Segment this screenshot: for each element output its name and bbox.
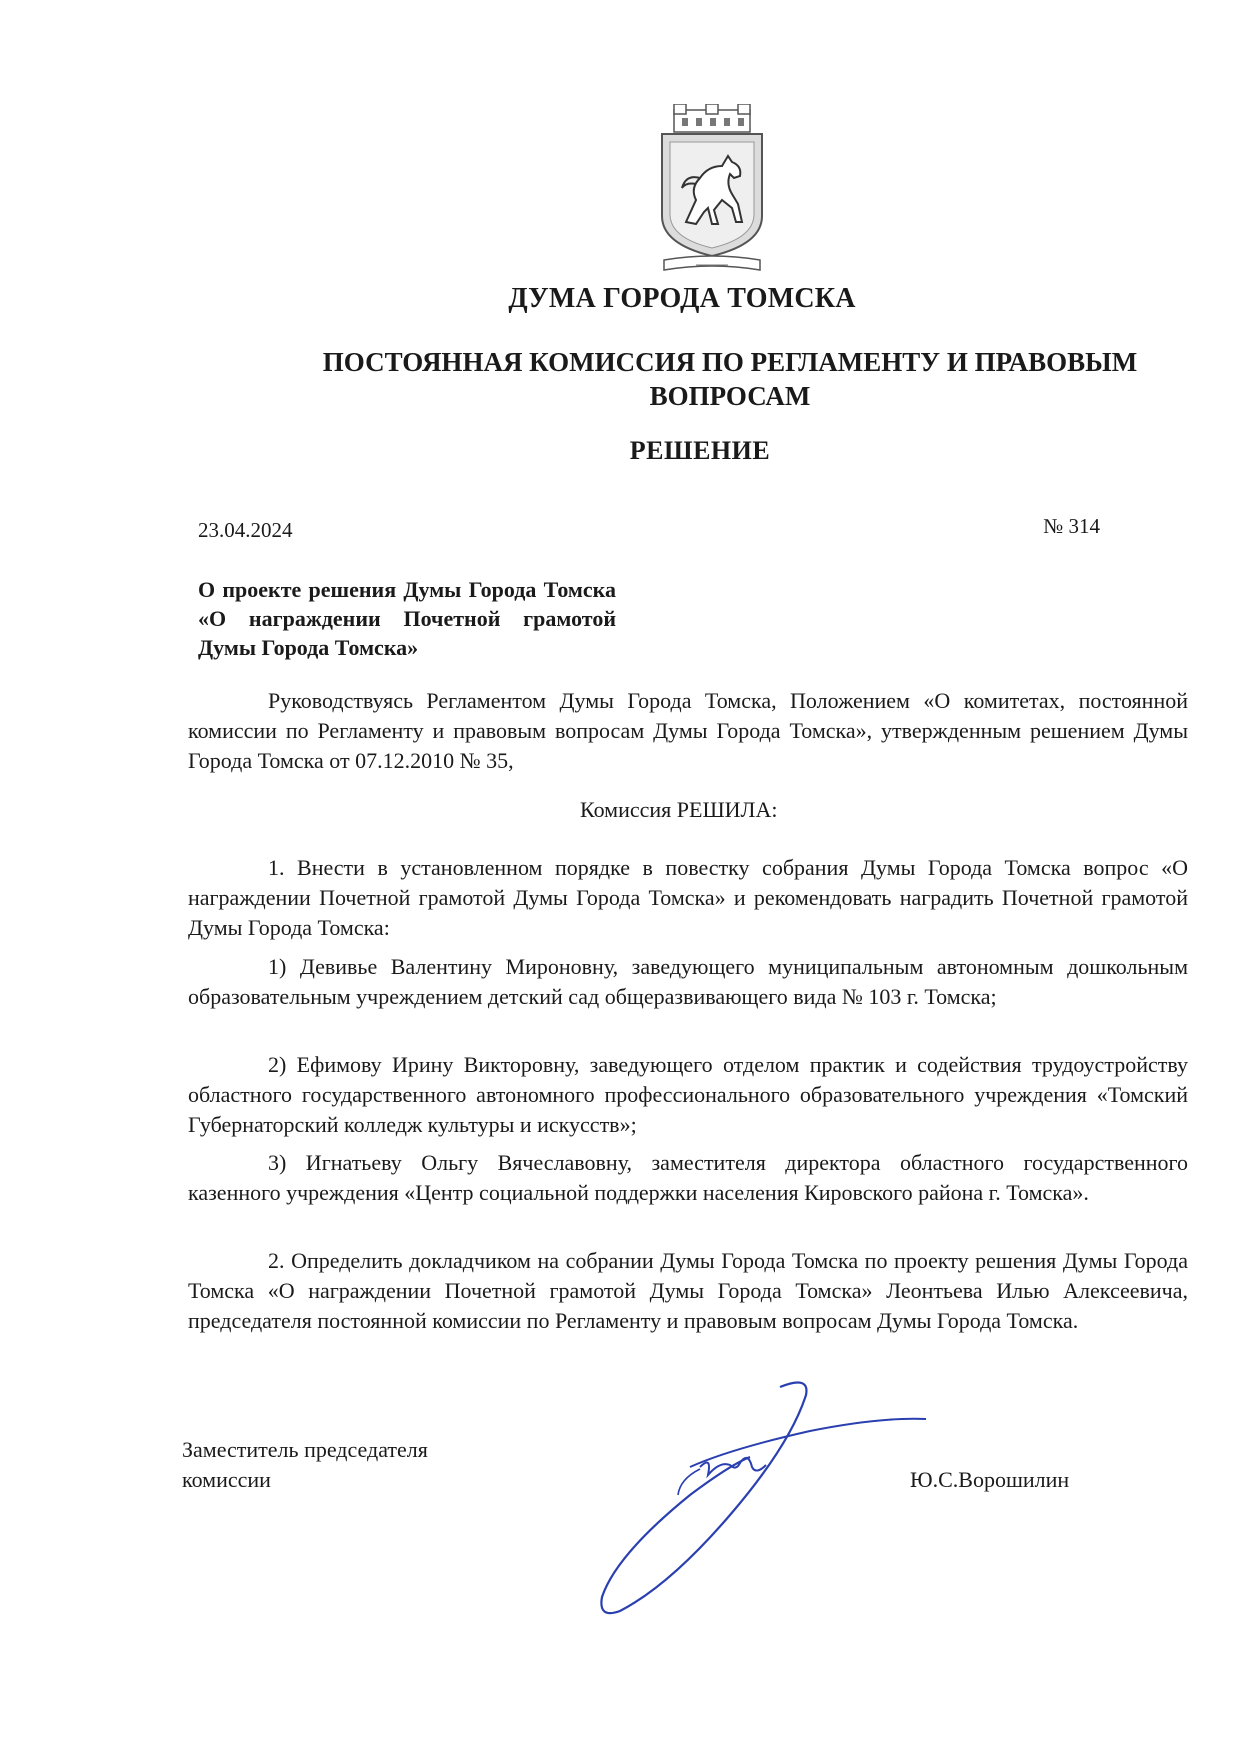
tomsk-coat-of-arms-icon bbox=[656, 104, 768, 274]
awardee-item-2: 2) Ефимову Ирину Викторовну, заведующего отделом практик и содействия трудоустройству областного государственного автономного профессионального образовательного учреждения «Томский Губернаторский колледж культуры и искусств»; bbox=[188, 1052, 1188, 1137]
preamble-paragraph: Руководствуясь Регламентом Думы Города Томска, Положением «О комитетах, постоянной комиссии по Регламенту и правовым вопросам Думы Города Томска», утвержденным решением Думы Города Томска от 07.12.2010 № 35, bbox=[188, 688, 1188, 773]
signer-position bbox=[182, 1435, 428, 1495]
resolved-line: Комиссия РЕШИЛА: bbox=[580, 797, 778, 822]
document-number: № 314 bbox=[1043, 514, 1100, 538]
resolution-item-2: 2. Определить докладчиком на собрании Думы Города Томска по проекту решения Думы Города Томска «О награждении Почетной грамотой Думы Города Томска» Леонтьева Илью Алексеевича, председателя постоянной комиссии по Регламенту и правовым вопросам Думы Города Томска. bbox=[188, 1248, 1188, 1333]
organization-title: ДУМА ГОРОДА ТОМСКА bbox=[508, 283, 856, 314]
document-type: РЕШЕНИЕ bbox=[629, 436, 771, 465]
awardee-item-1: 1) Девивье Валентину Мироновну, заведующего муниципальным автономным дошкольным образовательным учреждением детский сад общеразвивающего вида № 103 г. Томска; bbox=[188, 954, 1188, 1009]
signer-name: Ю.С.Ворошилин bbox=[910, 1467, 1070, 1492]
signer-position-line-1: Заместитель председателя bbox=[182, 1437, 428, 1462]
commission-title: ПОСТОЯННАЯ КОМИССИЯ ПО РЕГЛАМЕНТУ И ПРАВОВЫМ ВОПРОСАМ bbox=[322, 347, 1138, 411]
document-date: 23.04.2024 bbox=[198, 518, 293, 542]
document-subject: О проекте решения Думы Города Томска «О награждении Почетной грамотой Думы Города Томска» bbox=[198, 577, 616, 660]
handwritten-signature bbox=[580, 1375, 940, 1615]
resolution-item-1: 1. Внести в установленном порядке в повестку собрания Думы Города Томска вопрос «О награждении Почетной грамотой Думы Города Томска» и рекомендовать наградить Почетной грамотой Думы Города Томска: bbox=[188, 855, 1188, 940]
signer-position-line-2: комиссии bbox=[182, 1467, 271, 1492]
awardee-item-3: 3) Игнатьеву Ольгу Вячеславовну, заместителя директора областного государственного казенного учреждения «Центр социальной поддержки населения Кировского района г. Томска». bbox=[188, 1150, 1188, 1205]
